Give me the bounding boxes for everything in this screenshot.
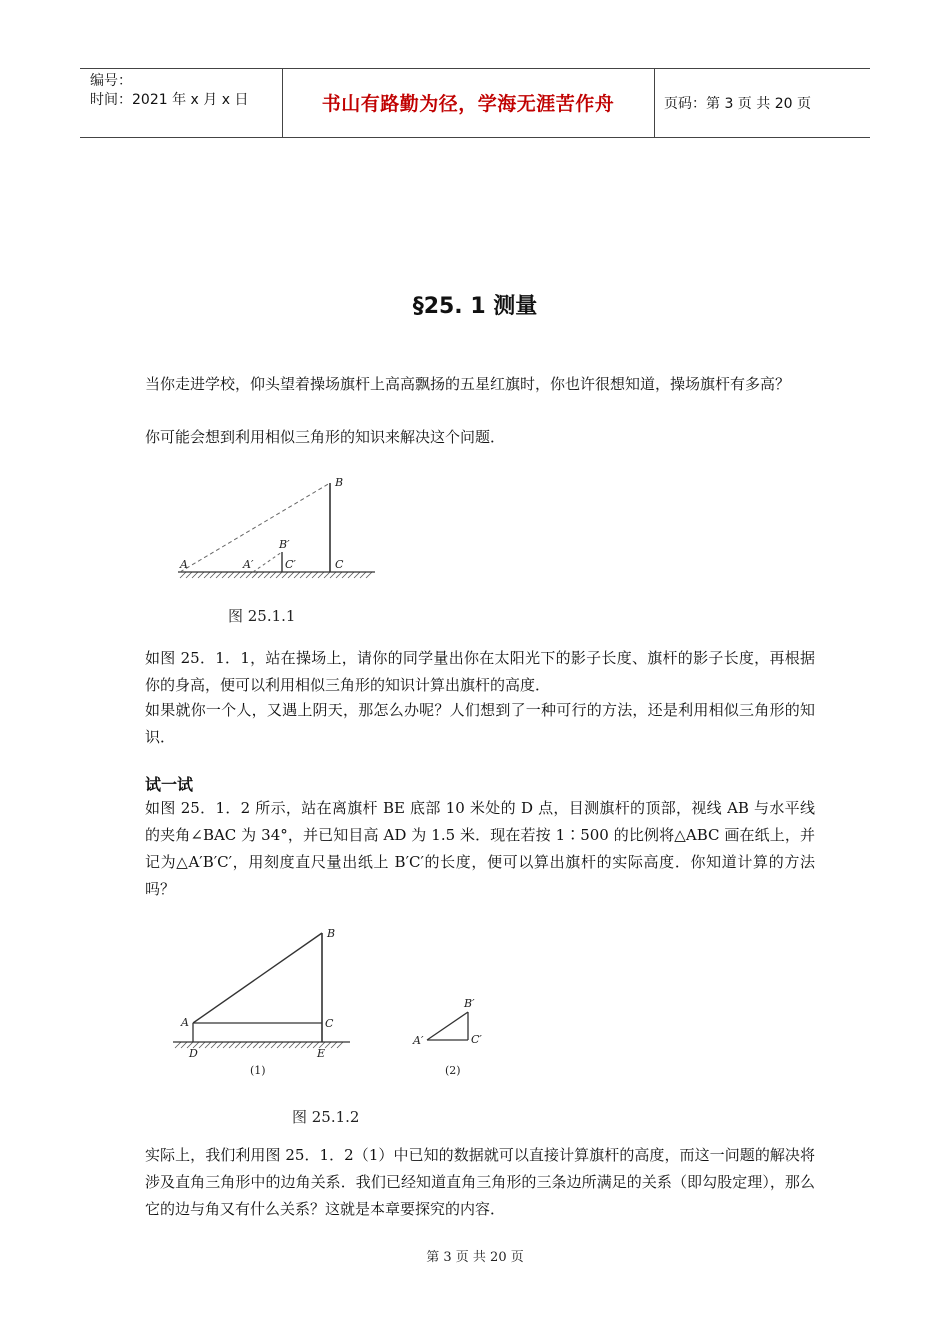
figure-25-1-1 (160, 470, 390, 585)
body-paragraph-2: 如果就你一个人，又遇上阴天，那怎么办呢？人们想到了一种可行的方法，还是利用相似三角形的知识． (145, 701, 815, 746)
label-B: B (335, 476, 344, 489)
label-A-prime: A′ (413, 1034, 424, 1047)
header-motto: 书山有路勤为径，学海无涯苦作舟 (321, 93, 615, 115)
sun-ray-small (253, 552, 282, 572)
label-D: D (189, 1047, 198, 1060)
sub-figure-1-label: (1) (250, 1064, 266, 1077)
intro-paragraph-2: 你可能会想到利用相似三角形的知识来解决这个问题． (145, 428, 506, 446)
sub-figure-2-label: (2) (445, 1064, 461, 1077)
label-E: E (317, 1047, 326, 1060)
figure-1-caption: 图 25.1.1 (228, 607, 296, 625)
segment-AB (193, 933, 322, 1023)
page-footer: 第 3 页 共 20 页 (426, 1250, 524, 1265)
label-A-prime: A′ (243, 558, 254, 571)
body-paragraph-3: 实际上，我们利用图 25．1．2（1）中已知的数据就可以直接计算旗杆的高度，而这一问题的解决将涉及直角三角形中的边角关系．我们已经知道直角三角形的三条边所满足的关系（即勾股定理），那么它的边与角又有什么关系？这就是本章要探究的内容． (145, 1146, 815, 1218)
header-page-info: 页码：第 3 页 共 20 页 (664, 96, 811, 112)
date-line: 时间：2021 年 x 月 x 日 (90, 92, 249, 108)
label-B: B (327, 927, 336, 940)
label-B-prime: B′ (464, 997, 475, 1010)
header-meta (90, 72, 248, 110)
body-paragraph-1: 如图 25．1．1，站在操场上，请你的同学量出你在太阳光下的影子长度、旗杆的影子长度，再根据你的身高，便可以利用相似三角形的知识计算出旗杆的高度． (145, 649, 815, 694)
sun-ray-large (180, 483, 330, 572)
label-C-prime: C′ (285, 558, 296, 571)
section-title: §25. 1 测量 (412, 294, 538, 319)
figure-25-1-2 (165, 920, 505, 1085)
label-C-prime: C′ (471, 1033, 482, 1046)
try-it-paragraph: 如图 25．1．2 所示，站在离旗杆 BE 底部 10 米处的 D 点，目测旗杆的顶部，视线 AB 与水平线的夹角∠BAC 为 34°，并已知目高 AD 为 1.5 米．现在若按 1∶500 的比例将△ABC 画在纸上，并记为△A′B′C′，用刻度直尺量出纸上 B′C′的长度，便可以算出旗杆的实际高度．你知道计算的方法吗？ (145, 799, 815, 898)
serial-label: 编号： (90, 73, 132, 89)
header-table (80, 68, 870, 138)
label-A: A (181, 1016, 189, 1029)
label-A: A (180, 558, 188, 571)
ground-hatching (180, 572, 372, 578)
label-B-prime: B′ (279, 538, 290, 551)
label-C: C (325, 1017, 334, 1030)
try-it-heading: 试一试 (145, 775, 194, 794)
header-divider (654, 69, 655, 137)
figure-2-caption: 图 25.1.2 (292, 1108, 360, 1126)
intro-paragraph-1: 当你走进学校，仰头望着操场旗杆上高高飘扬的五星红旗时，你也许很想知道，操场旗杆有多高？ (145, 375, 791, 393)
segment-A-prime-B-prime (427, 1012, 468, 1040)
label-C: C (335, 558, 344, 571)
